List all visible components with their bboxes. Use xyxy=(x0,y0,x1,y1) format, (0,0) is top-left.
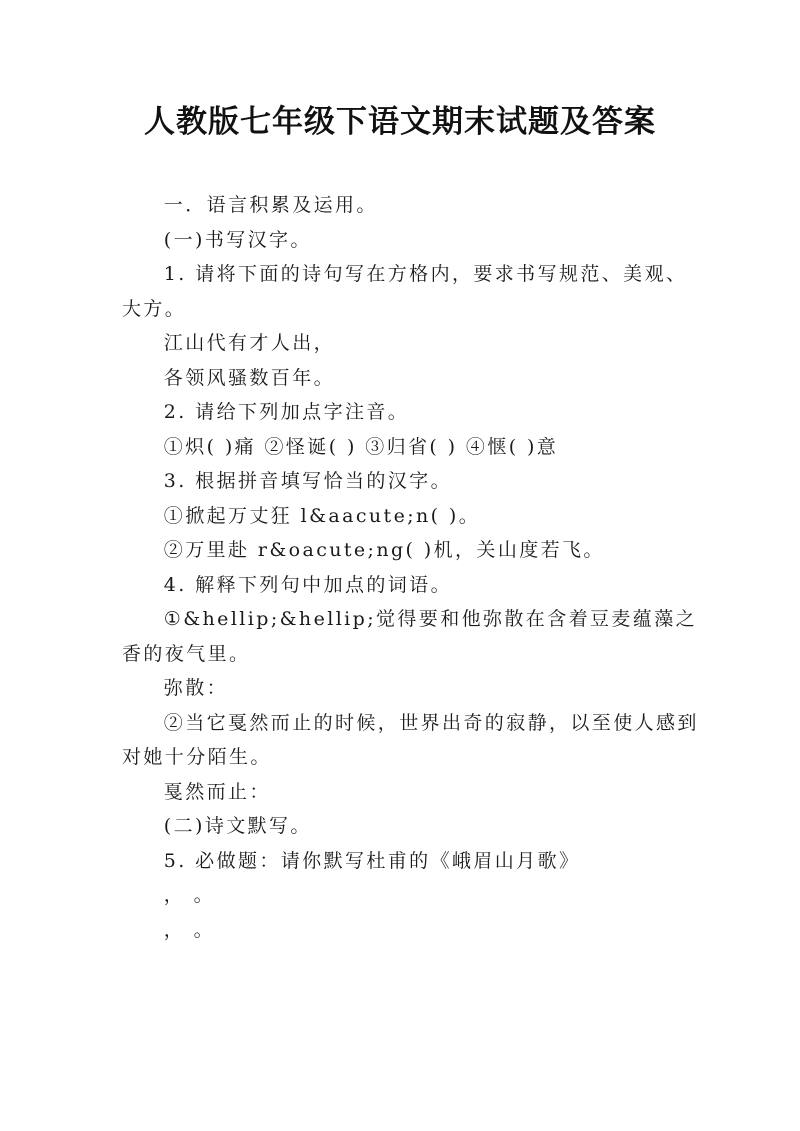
question-item: ①炽( )痛 ②怪诞( ) ③归省( ) ④惬( )意 xyxy=(163,435,559,458)
subsection-heading: (二)诗文默写。 xyxy=(163,815,312,837)
subsection-heading: (一)书写汉字。 xyxy=(163,228,312,251)
question-item: ②万里赴 r&oacute;ng( )机，关山度若飞。 xyxy=(163,539,605,561)
question-text: 4. 解释下列句中加点的词语。 xyxy=(163,573,452,596)
question-text: 3. 根据拼音填写恰当的汉字。 xyxy=(163,470,452,492)
document-body xyxy=(122,188,702,947)
page-title: 人教版七年级下语文期末试题及答案 xyxy=(144,104,656,140)
question-text: 5. 必做题：请你默写杜甫的《峨眉山月歌》 xyxy=(163,849,581,872)
question-item: ②当它戛然而止的时候，世界出奇的寂静，以至使人感到对她十分陌生。 xyxy=(122,711,699,768)
section-heading: 一．语言积累及运用。 xyxy=(163,194,378,216)
question-text: 2. 请给下列加点字注音。 xyxy=(163,401,410,423)
answer-label: 戛然而止： xyxy=(163,780,271,803)
poem-line: 各领风骚数百年。 xyxy=(163,366,335,389)
question-item: ①掀起万丈狂 l&aacute;n( )。 xyxy=(163,504,481,527)
poem-line: 江山代有才人出， xyxy=(163,332,335,354)
answer-label: 弥散： xyxy=(163,677,228,699)
question-text: 1. 请将下面的诗句写在方格内，要求书写规范、美观、大方。 xyxy=(122,263,688,320)
blank-line: ， 。 xyxy=(163,918,216,941)
blank-line: ， 。 xyxy=(163,884,216,906)
question-item: ①&hellip;&hellip;觉得要和他弥散在含着豆麦蕴藻之香的夜气里。 xyxy=(122,608,698,665)
